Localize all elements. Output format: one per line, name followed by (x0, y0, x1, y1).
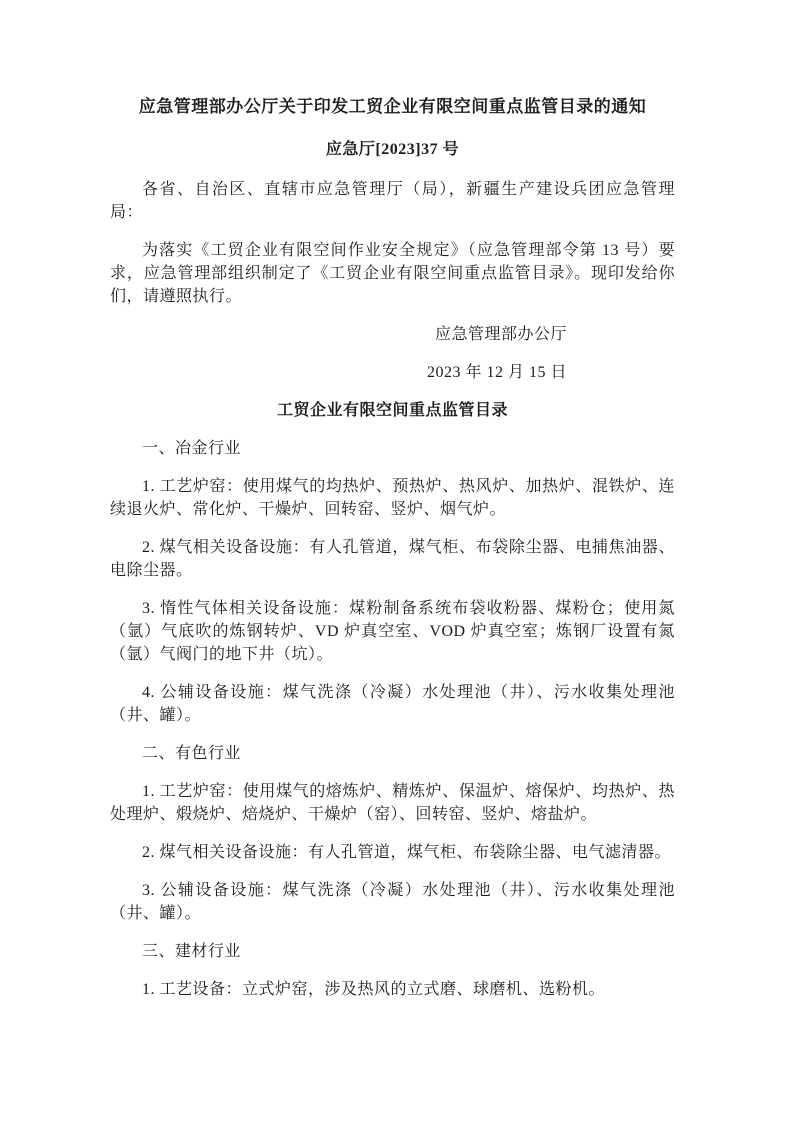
catalog-item: 2. 煤气相关设备设施：有人孔管道，煤气柜、布袋除尘器、电气滤清器。 (142, 844, 672, 861)
catalog-item: 1. 工艺设备：立式炉窑，涉及热风的立式磨、球磨机、选粉机。 (142, 981, 606, 998)
salutation: 各省、自治区、直辖市应急管理厅（局），新疆生产建设兵团应急管理局： (110, 181, 675, 221)
section-heading-building-materials: 三、建材行业 (142, 943, 242, 960)
catalog-item: 1. 工艺炉窑：使用煤气的均热炉、预热炉、热风炉、加热炉、混铁炉、连续退火炉、常化炉、干燥炉、回转窑、竖炉、烟气炉。 (110, 478, 675, 518)
section-heading-nonferrous: 二、有色行业 (142, 745, 242, 762)
signature-date: 2023 年 12 月 15 日 (426, 364, 567, 381)
notice-title: 应急管理部办公厅关于印发工贸企业有限空间重点监管目录的通知 (138, 97, 647, 116)
signature-office: 应急管理部办公厅 (434, 326, 567, 343)
intro-paragraph: 为落实《工贸企业有限空间作业安全规定》（应急管理部令第 13 号）要求，应急管理部组织制定了《工贸企业有限空间重点监管目录》。现印发给你们，请遵照执行。 (110, 242, 675, 305)
catalog-item: 3. 公辅设备设施：煤气洗涤（冷凝）水处理池（井）、污水收集处理池（井、罐）。 (110, 882, 675, 922)
doc-number: 应急厅[2023]37 号 (325, 141, 460, 158)
catalog-item: 4. 公辅设备设施：煤气洗涤（冷凝）水处理池（井）、污水收集处理池（井、罐）。 (110, 684, 675, 724)
catalog-item: 3. 惰性气体相关设备设施：煤粉制备系统布袋收粉器、煤粉仓；使用氮（氩）气底吹的炼钢转炉、VD 炉真空室、VOD 炉真空室；炼钢厂设置有氮（氩）气阀门的地下井（坑）。 (110, 600, 675, 663)
section-heading-metallurgy: 一、冶金行业 (142, 440, 242, 457)
catalog-item: 1. 工艺炉窑：使用煤气的熔炼炉、精炼炉、保温炉、熔保炉、均热炉、热处理炉、煅烧炉、焙烧炉、干燥炉（窑）、回转窑、竖炉、熔盐炉。 (110, 783, 675, 823)
catalog-title: 工贸企业有限空间重点监管目录 (276, 402, 508, 419)
catalog-item: 2. 煤气相关设备设施：有人孔管道，煤气柜、布袋除尘器、电捕焦油器、电除尘器。 (110, 539, 675, 579)
